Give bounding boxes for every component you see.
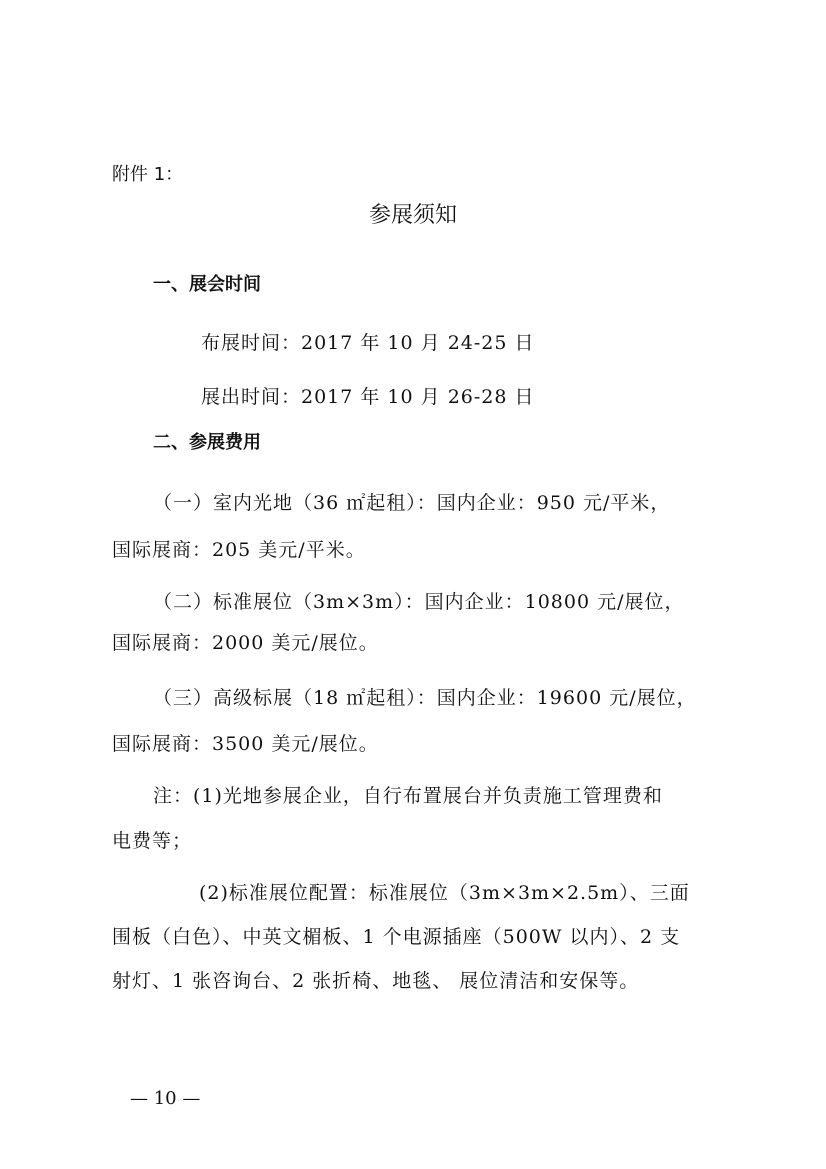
note2-line2: 围板（白色）、中英文楣板、1 个电源插座（500W 以内）、2 支: [112, 926, 681, 948]
page-title: 参展须知: [368, 203, 457, 228]
fee-item2-line1: （二）标准展位（3m×3m）：国内企业：10800 元/展位，: [153, 591, 685, 613]
note1-line2: 电费等；: [112, 830, 193, 852]
setup-time-text: 布展时间：2017 年 10 月 24-25 日: [201, 332, 535, 354]
attachment-label: 附件 1：: [112, 164, 184, 185]
fee-item1-line1: （一）室内光地（36 ㎡起租）：国内企业：950 元/平米，: [153, 492, 671, 514]
note2-line1: (2)标准展位配置：标准展位（3m×3m×2.5m）、三面: [199, 882, 690, 904]
show-time-text: 展出时间：2017 年 10 月 26-28 日: [201, 386, 535, 408]
fee-item2-line2: 国际展商：2000 美元/展位。: [112, 632, 379, 654]
section-heading-fees: 二、参展费用: [153, 432, 261, 453]
note1-line1: 注：(1)光地参展企业，自行布置展台并负责施工管理费和: [153, 785, 663, 807]
note2-line3: 射灯、1 张咨询台、2 张折椅、地毯、 展位清洁和安保等。: [112, 970, 640, 992]
section-heading-exhibition-time: 一、展会时间: [153, 274, 261, 295]
fee-item1-line2: 国际展商：205 美元/平米。: [112, 539, 366, 561]
fee-item3-line2: 国际展商：3500 美元/展位。: [112, 733, 379, 755]
fee-item3-line1: （三）高级标展（18 ㎡起租）：国内企业：19600 元/展位，: [153, 687, 697, 709]
page-number: — 10 —: [130, 1088, 201, 1109]
